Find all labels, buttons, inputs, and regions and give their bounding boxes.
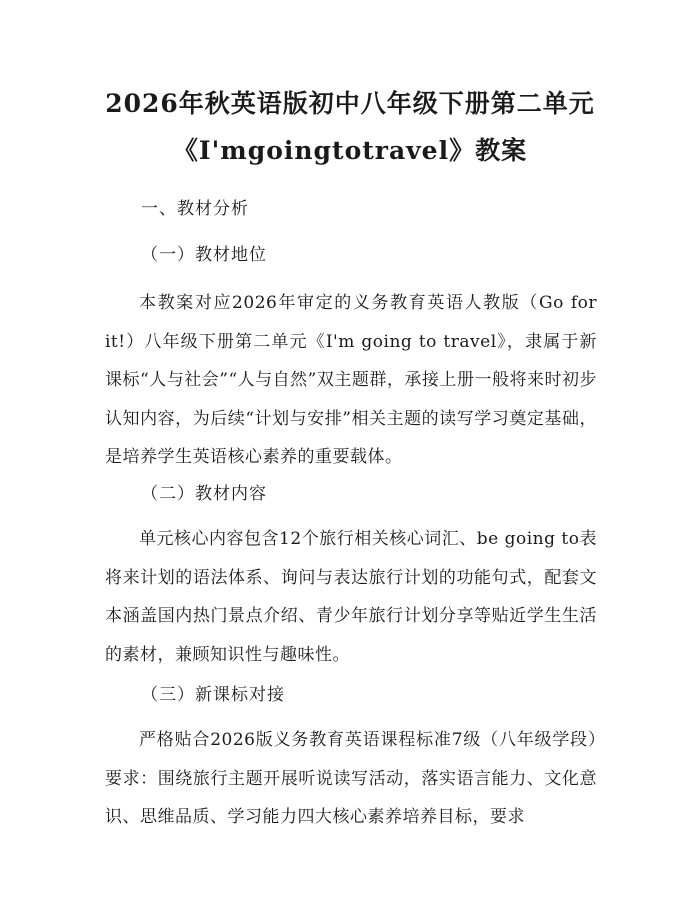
document-title-line-2: 《I'mgoingtotravel》教案	[172, 136, 528, 165]
paragraph-curriculum-alignment: 严格贴合2026版义务教育英语课程标准7级（八年级学段）要求：围绕旅行主题开展听说读写活动，落实语言能力、文化意识、思维品质、学习能力四大核心素养培养目标，要求	[105, 730, 597, 827]
paragraph-textbook-position: 本教案对应2026年审定的义务教育英语人教版（Go for it!）八年级下册第二单元《I'm going to travel》，隶属于新课标“人与社会”“人与自然”双主题群，承接上册一般将来时初步认知内容，为后续“计划与安排”相关主题的读写学习奠定基础，是培养学生英语核心素养的重要载体。	[105, 293, 597, 467]
subsection-heading-textbook-position: （一）教材地位	[141, 245, 267, 265]
document-title-line-1: 2026年秋英语版初中八年级下册第二单元	[105, 89, 595, 118]
subsection-heading-curriculum-alignment: （三）新课标对接	[141, 685, 285, 705]
subsection-heading-textbook-content: （二）教材内容	[141, 484, 267, 504]
paragraph-textbook-content: 单元核心内容包含12个旅行相关核心词汇、be going to表将来计划的语法体系、询问与表达旅行计划的功能句式，配套文本涵盖国内热门景点介绍、青少年旅行计划分享等贴近学生生活的素材，兼顾知识性与趣味性。	[105, 529, 597, 665]
section-heading-textbook-analysis: 一、教材分析	[141, 199, 249, 219]
